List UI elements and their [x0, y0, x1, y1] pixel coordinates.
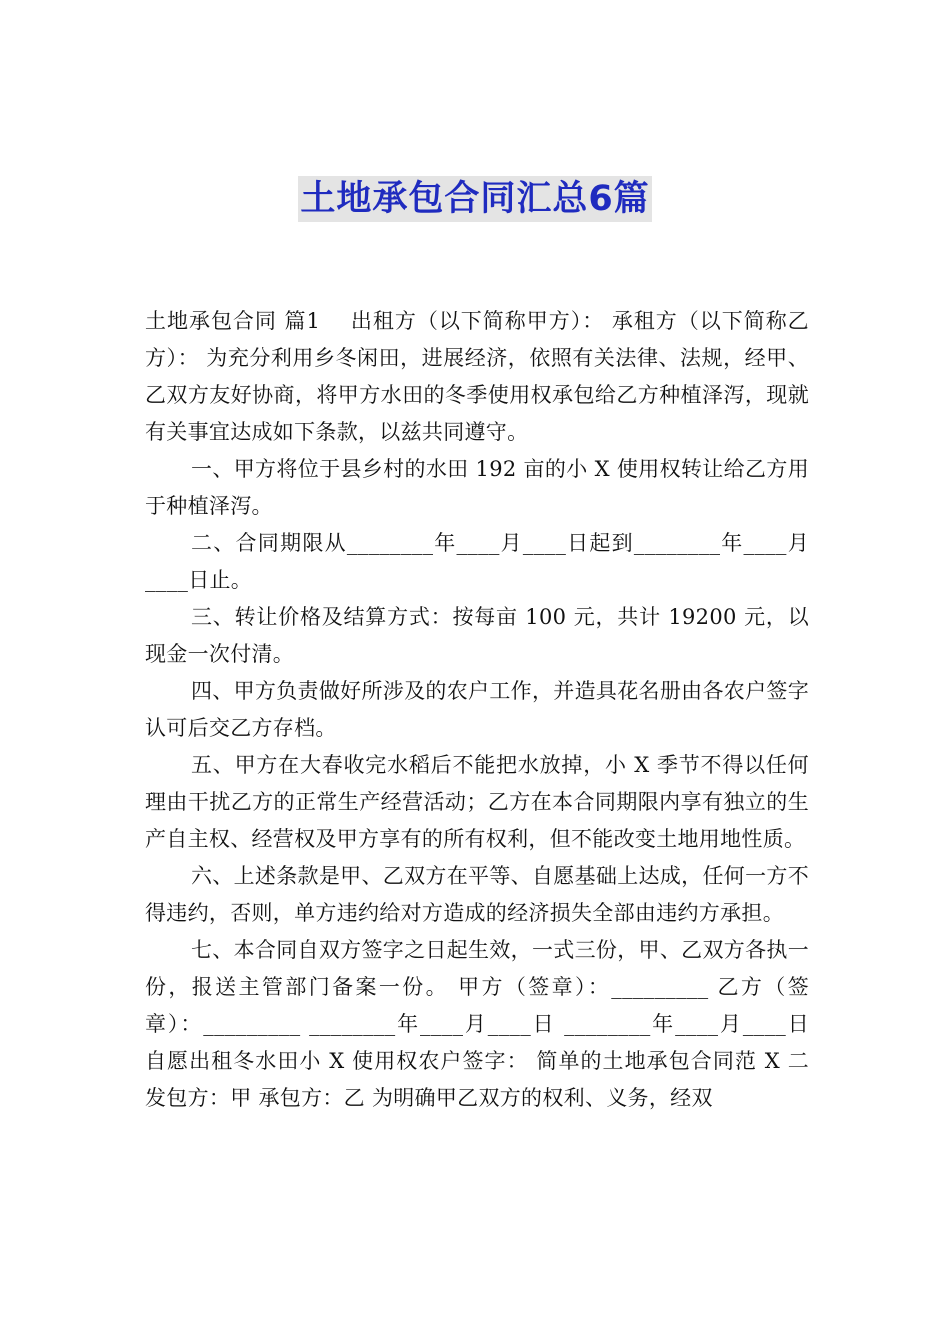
paragraph-1	[145, 303, 809, 451]
title-block	[0, 176, 950, 222]
paragraph-clause-6: 六、上述条款是甲、乙双方在平等、自愿基础上达成，任何一方不得违约，否则，单方违约给对方造成的经济损失全部由违约方承担。	[145, 864, 809, 925]
document-body	[145, 303, 809, 1117]
paragraph-clause-7: 七、本合同自双方签字之日起生效，一式三份，甲、乙双方各执一份，报送主管部门备案一份。 甲方（签章）：_________ 乙方（签章）：_________ ________年____月____日 ________年____月____日 自愿出租冬水田小 X 使用权农户签字： 简单的土地承包合同范 X 二 发包方：甲 承包方：乙 为明确甲乙双方的权利、义务，经双	[145, 938, 809, 1110]
paragraph-clause-4: 四、甲方负责做好所涉及的农户工作，并造具花名册由各农户签字认可后交乙方存档。	[145, 679, 809, 740]
paragraph-clause-2: 二、合同期限从________年____月____日起到________年____月____日止。	[145, 531, 809, 592]
paragraph-1-text: 出租方（以下简称甲方）： 承租方（以下简称乙方）： 为充分利用乡冬闲田，进展经济，依照有关法律、法规，经甲、乙双方友好协商，将甲方水田的冬季使用权承包给乙方种植泽泻，现就有关事宜达成如下条款，以兹共同遵守。	[145, 309, 809, 444]
paragraph-clause-5: 五、甲方在大春收完水稻后不能把水放掉，小 X 季节不得以任何理由干扰乙方的正常生产经营活动；乙方在本合同期限内享有独立的生产自主权、经营权及甲方享有的所有权利，但不能改变土地用地性质。	[145, 753, 809, 851]
contract-heading: 土地承包合同 篇1	[145, 309, 321, 333]
paragraph-clause-3: 三、转让价格及结算方式：按每亩 100 元，共计 19200 元，以现金一次付清。	[145, 605, 809, 666]
paragraph-clause-1: 一、甲方将位于县乡村的水田 192 亩的小 X 使用权转让给乙方用于种植泽泻。	[145, 457, 809, 518]
document-title: 土地承包合同汇总6篇	[298, 176, 651, 222]
